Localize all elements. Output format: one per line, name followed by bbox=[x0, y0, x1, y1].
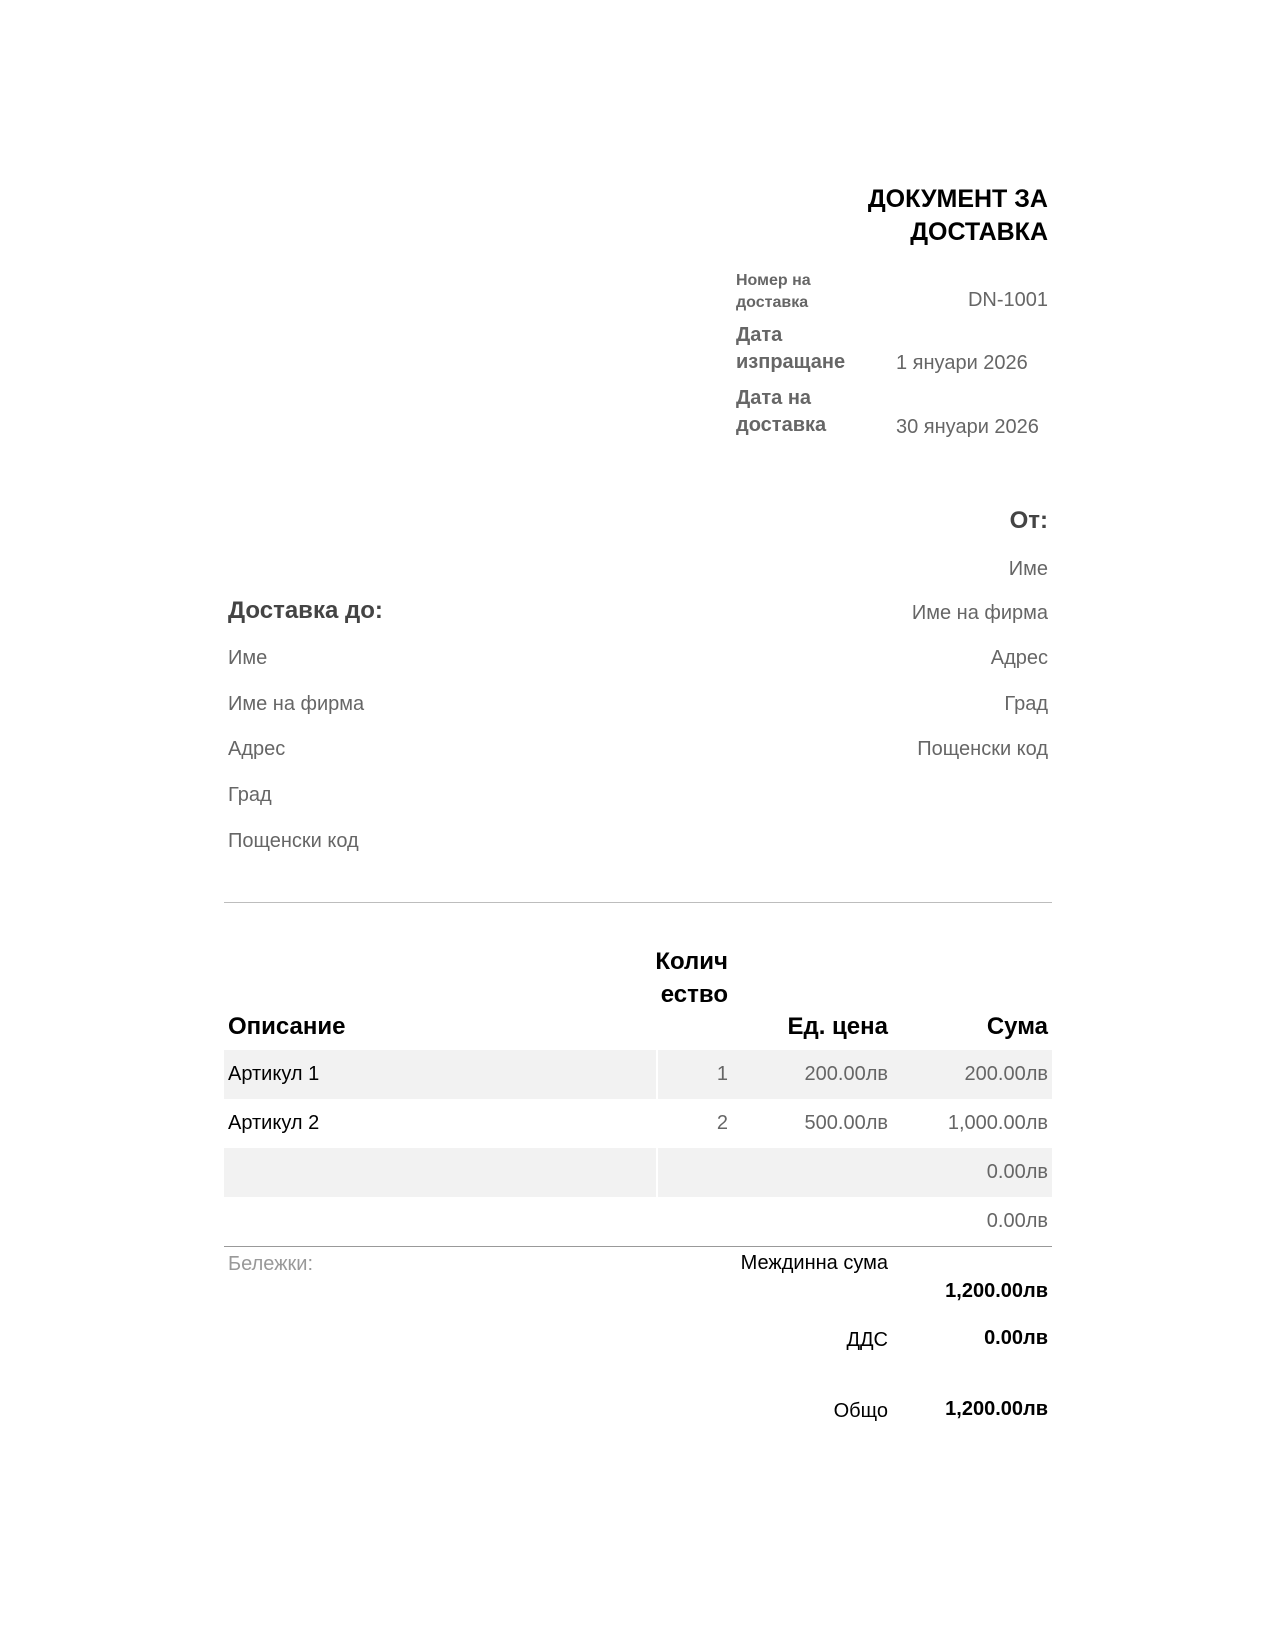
ship-to-heading: Доставка до: bbox=[228, 597, 383, 624]
from-company: Име на фирма bbox=[911, 602, 1048, 624]
to-city: Град bbox=[228, 784, 272, 806]
row-description: Артикул 1 bbox=[228, 1063, 320, 1085]
from-address: Адрес bbox=[990, 647, 1048, 669]
header-unit-price: Ед. цена bbox=[787, 1013, 888, 1040]
row-unit-price: 500.00лв bbox=[804, 1112, 888, 1134]
row-amount: 200.00лв bbox=[964, 1063, 1048, 1085]
tax-label: ДДС bbox=[846, 1329, 888, 1351]
total-label: Общо bbox=[833, 1400, 888, 1422]
notes-label: Бележки: bbox=[228, 1253, 314, 1275]
section-divider bbox=[224, 902, 1052, 903]
table-row bbox=[224, 1050, 1052, 1099]
row-unit-price bbox=[760, 1148, 888, 1197]
from-city: Град bbox=[1004, 693, 1048, 715]
delivery-date-value: 30 януари 2026 bbox=[896, 416, 1039, 438]
ship-date-label: Дата изпращане bbox=[736, 324, 846, 373]
row-amount: 0.00лв bbox=[986, 1210, 1048, 1232]
delivery-number-value: DN-1001 bbox=[967, 289, 1048, 311]
row-quantity bbox=[650, 1148, 728, 1197]
delivery-number-label: Номер на доставка bbox=[736, 272, 811, 311]
row-quantity bbox=[650, 1197, 728, 1246]
table-row bbox=[224, 1148, 1052, 1197]
header-amount: Сума bbox=[986, 1013, 1048, 1040]
table-row bbox=[224, 1197, 1052, 1246]
to-name: Име bbox=[228, 647, 268, 669]
subtotal-value: 1,200.00лв bbox=[945, 1280, 1048, 1302]
to-postal-code: Пощенски код bbox=[228, 830, 359, 852]
row-unit-price: 200.00лв bbox=[804, 1063, 888, 1085]
header-quantity: Количество bbox=[655, 948, 728, 1008]
delivery-date-label: Дата на доставка bbox=[736, 387, 827, 436]
header-description: Описание bbox=[228, 1013, 346, 1040]
to-address: Адрес bbox=[228, 738, 286, 760]
from-postal-code: Пощенски код bbox=[917, 738, 1048, 760]
from-name: Име bbox=[1008, 558, 1048, 580]
table-row bbox=[224, 1099, 1052, 1148]
total-value: 1,200.00лв bbox=[945, 1398, 1048, 1420]
from-heading: От: bbox=[1009, 507, 1048, 534]
table-divider bbox=[224, 1246, 1052, 1247]
to-company: Име на фирма bbox=[228, 693, 365, 715]
row-quantity: 2 bbox=[716, 1112, 728, 1134]
row-amount: 1,000.00лв bbox=[947, 1112, 1048, 1134]
row-quantity: 1 bbox=[716, 1063, 728, 1085]
subtotal-label: Междинна сума bbox=[740, 1252, 888, 1274]
row-description: Артикул 2 bbox=[228, 1112, 320, 1134]
row-amount: 0.00лв bbox=[986, 1161, 1048, 1183]
row-unit-price bbox=[760, 1197, 888, 1246]
ship-date-value: 1 януари 2026 bbox=[896, 352, 1028, 374]
document-title: ДОКУМЕНТ ЗА ДОСТАВКА bbox=[867, 185, 1048, 246]
tax-value: 0.00лв bbox=[984, 1327, 1048, 1349]
